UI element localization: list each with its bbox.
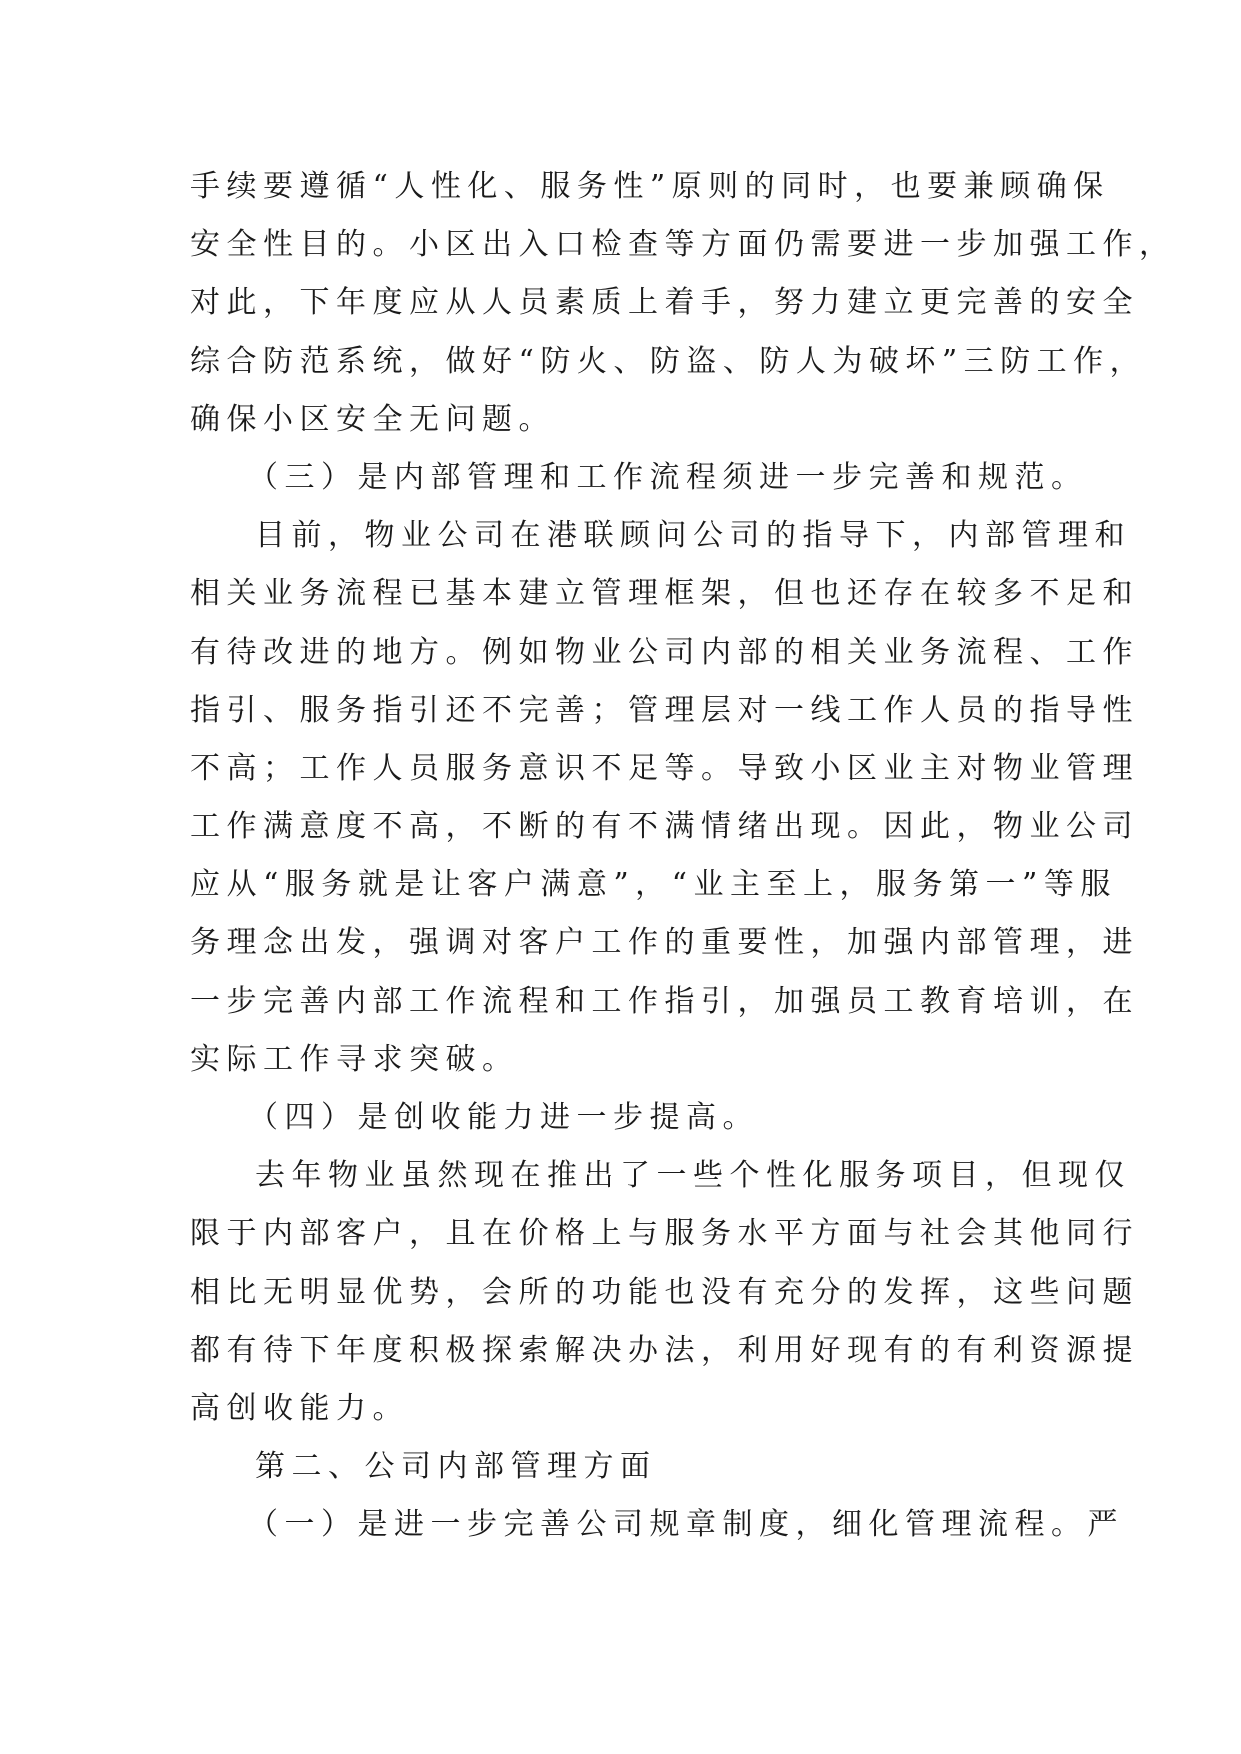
paragraph-line: 去年物业虽然现在推出了一些个性化服务项目，但现仅	[255, 1158, 1131, 1194]
paragraph-line: 工作满意度不高，不断的有不满情绪出现。因此，物业公司	[190, 809, 1139, 845]
paragraph-line: 对此，下年度应从人员素质上着手，努力建立更完善的安全	[190, 285, 1139, 321]
paragraph-line: 确保小区安全无问题。	[190, 401, 555, 437]
paragraph-line: 相关业务流程已基本建立管理框架，但也还存在较多不足和	[190, 576, 1139, 612]
paragraph-line: 指引、服务指引还不完善；管理层对一线工作人员的指导性	[190, 692, 1139, 728]
paragraph-line: 都有待下年度积极探索解决办法，利用好现有的有利资源提	[190, 1332, 1139, 1368]
paragraph-line: 实际工作寻求突破。	[190, 1041, 519, 1077]
paragraph-line: 应从“服务就是让客户满意”，“业主至上，服务第一”等服	[190, 867, 1117, 903]
paragraph-line: 安全性目的。小区出入口检查等方面仍需要进一步加强工作，	[190, 227, 1176, 263]
paragraph-line: 高创收能力。	[190, 1390, 409, 1426]
paragraph-line: 相比无明显优势，会所的功能也没有充分的发挥，这些问题	[190, 1274, 1139, 1310]
paragraph-line: 务理念出发，强调对客户工作的重要性，加强内部管理，进	[190, 925, 1139, 961]
paragraph-line: 有待改进的地方。例如物业公司内部的相关业务流程、工作	[190, 634, 1139, 670]
paragraph-line: 限于内部客户，且在价格上与服务水平方面与社会其他同行	[190, 1216, 1139, 1252]
paragraph-line: 一步完善内部工作流程和工作指引，加强员工教育培训，在	[190, 983, 1139, 1019]
section-heading: （一）是进一步完善公司规章制度，细化管理流程。严	[248, 1507, 1124, 1543]
section-heading: （三）是内部管理和工作流程须进一步完善和规范。	[248, 459, 1088, 495]
paragraph-line: 手续要遵循“人性化、服务性”原则的同时，也要兼顾确保	[190, 169, 1110, 204]
section-heading: 第二、公司内部管理方面	[255, 1449, 657, 1485]
document-body	[190, 158, 1176, 1555]
paragraph-line: 综合防范系统，做好“防火、防盗、防人为破坏”三防工作，	[190, 343, 1147, 379]
section-heading: （四）是创收能力进一步提高。	[248, 1100, 759, 1135]
paragraph-line: 目前，物业公司在港联顾问公司的指导下，内部管理和	[255, 518, 1131, 554]
paragraph-line: 不高；工作人员服务意识不足等。导致小区业主对物业管理	[190, 750, 1139, 786]
